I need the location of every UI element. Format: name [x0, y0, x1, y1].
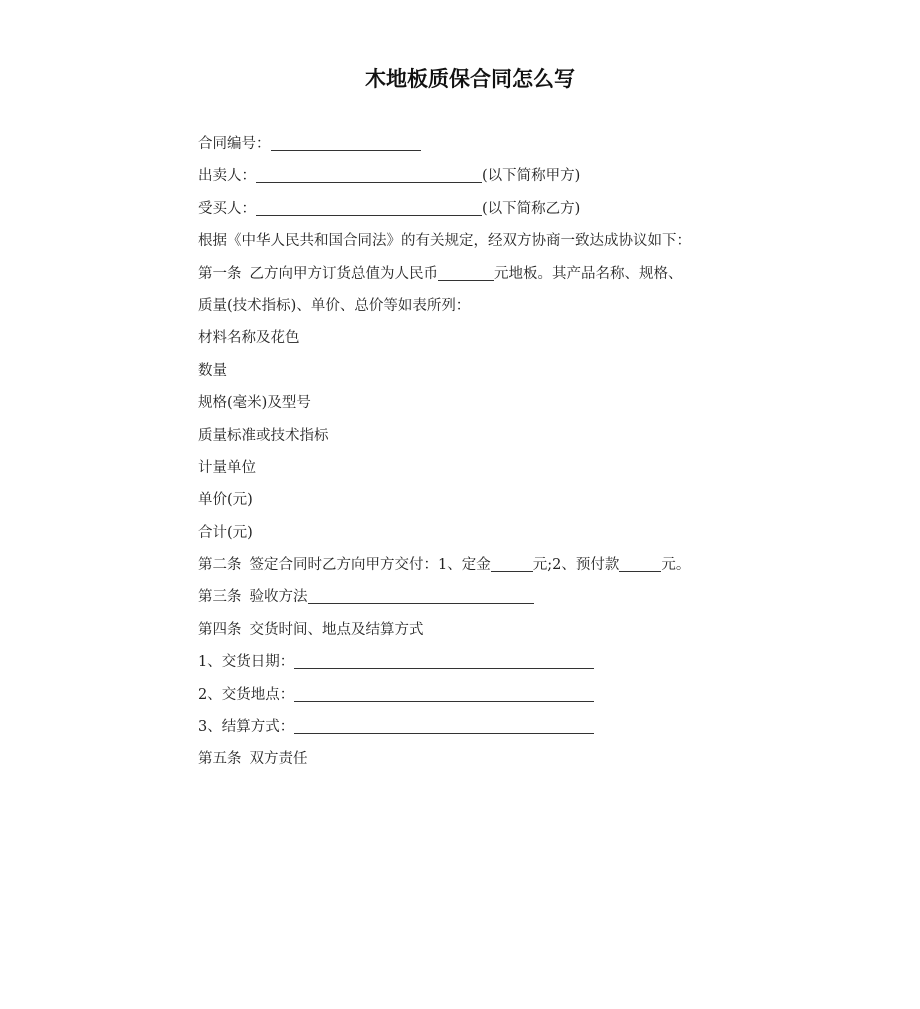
buyer-line [198, 193, 798, 225]
settlement-label: 3、结算方式： [198, 719, 295, 736]
seller-line [198, 160, 798, 192]
article2-line [198, 549, 798, 581]
delivery-date-blank [294, 650, 594, 669]
article5-line [198, 743, 798, 775]
article4-text: 交货时间、地点及结算方式 [249, 621, 424, 638]
article1-amount-blank [438, 262, 494, 281]
contract-number-line [198, 128, 798, 160]
contract-number-blank [271, 132, 421, 151]
article2-text-b: 元;2、预付款 [532, 557, 620, 574]
article2-heading: 第二条 [198, 557, 242, 574]
article1-continued: 质量(技术指标)、单价、总价等如表所列： [198, 297, 471, 314]
article1-text-a: 乙方向甲方订货总值为人民币 [249, 265, 438, 282]
article3-text: 验收方法 [249, 589, 308, 606]
settlement-blank [294, 715, 594, 734]
article5-text: 双方责任 [249, 751, 308, 768]
article4-heading: 第四条 [198, 621, 242, 638]
seller-label: 出卖人： [198, 168, 256, 185]
buyer-label: 受买人： [198, 200, 256, 217]
seller-blank [256, 164, 482, 183]
article2-text-a: 签定合同时乙方向甲方交付：1、定金 [249, 557, 491, 574]
delivery-place-label: 2、交货地点： [198, 686, 295, 703]
table-item-spec: 规格(毫米)及型号 [198, 395, 311, 412]
contract-number-label: 合同编号： [198, 136, 271, 152]
article1-line [198, 258, 798, 290]
document-title: 木地板质保合同怎么写 [365, 67, 575, 91]
article3-line [198, 581, 798, 613]
table-item-quantity: 数量 [198, 362, 227, 379]
settlement-line [198, 711, 798, 743]
delivery-place-blank [294, 683, 594, 702]
table-item-unit-price: 单价(元) [198, 492, 253, 509]
buyer-suffix: (以下简称乙方) [482, 200, 581, 217]
article3-heading: 第三条 [198, 589, 242, 606]
table-item-unit: 计量单位 [198, 459, 256, 476]
delivery-date-line [198, 646, 798, 678]
seller-suffix: (以下简称甲方) [482, 168, 581, 185]
inspection-blank [308, 585, 534, 604]
document-body [198, 128, 798, 776]
table-item-total: 合计(元) [198, 524, 253, 541]
preamble-line: 根据《中华人民共和国合同法》的有关规定，经双方协商一致达成协议如下： [198, 233, 691, 250]
article1-text-b: 元地板。其产品名称、规格、 [494, 265, 683, 282]
buyer-blank [256, 197, 482, 216]
prepayment-blank [619, 553, 661, 572]
deposit-blank [491, 553, 533, 572]
delivery-place-line [198, 679, 798, 711]
article2-text-c: 元。 [661, 557, 691, 574]
article4-line [198, 614, 798, 646]
article5-heading: 第五条 [198, 751, 242, 768]
table-item-quality: 质量标准或技术指标 [198, 427, 329, 444]
table-item-material: 材料名称及花色 [198, 330, 300, 347]
article1-heading: 第一条 [198, 265, 242, 282]
delivery-date-label: 1、交货日期： [198, 654, 295, 671]
